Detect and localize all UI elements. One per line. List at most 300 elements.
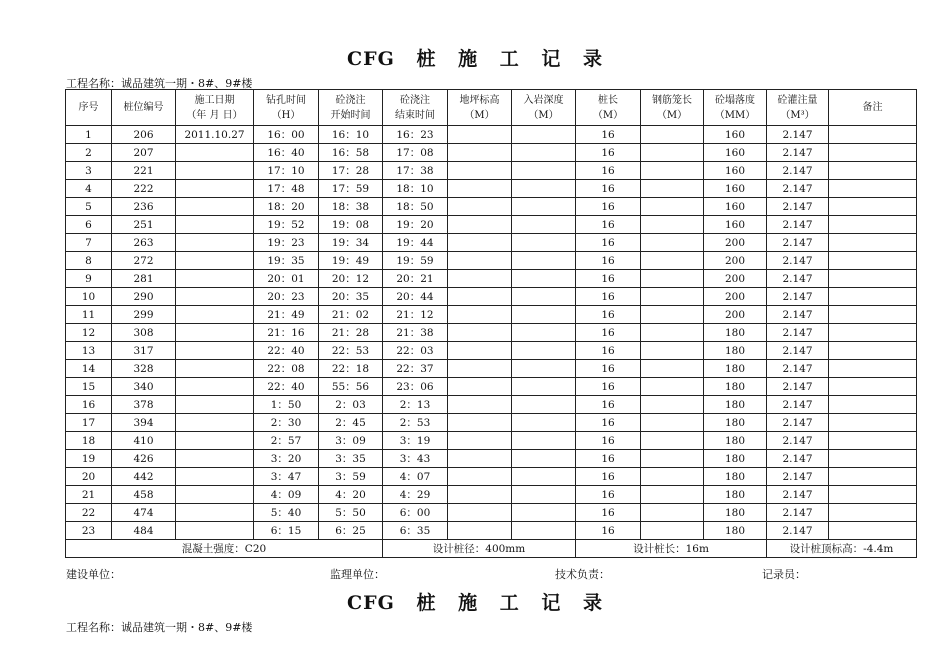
table-cell: 21：02 <box>319 306 383 324</box>
project-name-second: 工程名称：诚品建筑一期・8#、9#楼 <box>66 621 253 634</box>
table-row <box>66 144 917 162</box>
table-cell: 484 <box>112 522 176 540</box>
table-cell <box>641 252 704 270</box>
table-cell: 13 <box>66 342 112 360</box>
table-cell <box>641 288 704 306</box>
table-cell <box>641 270 704 288</box>
table-cell <box>448 468 512 486</box>
page-title-second: CFG 桩 施 工 记 录 <box>347 592 603 614</box>
construction-record-table <box>65 89 917 558</box>
table-cell <box>641 342 704 360</box>
table-cell <box>829 468 917 486</box>
table-cell: 180 <box>704 360 767 378</box>
table-cell: 221 <box>112 162 176 180</box>
table-cell: 180 <box>704 450 767 468</box>
table-cell <box>829 288 917 306</box>
table-row <box>66 486 917 504</box>
table-cell <box>641 234 704 252</box>
design-length: 设计桩长：16m <box>576 540 767 558</box>
column-header-unit: （年 月 日） <box>186 109 243 121</box>
table-cell <box>829 324 917 342</box>
table-cell: 22：53 <box>319 342 383 360</box>
table-cell <box>829 126 917 144</box>
table-cell: 3：43 <box>383 450 448 468</box>
builder-signature: 建设单位： <box>66 568 121 581</box>
table-cell: 160 <box>704 216 767 234</box>
table-cell <box>512 162 576 180</box>
table-cell: 3：19 <box>383 432 448 450</box>
table-cell: 22：08 <box>254 360 319 378</box>
table-cell <box>448 378 512 396</box>
table-cell: 16 <box>576 216 641 234</box>
table-cell <box>512 432 576 450</box>
table-cell: 206 <box>112 126 176 144</box>
table-cell: 10 <box>66 288 112 306</box>
table-cell <box>176 432 254 450</box>
table-row <box>66 162 917 180</box>
table-cell: 16 <box>576 414 641 432</box>
column-header <box>829 90 917 126</box>
table-cell: 20：35 <box>319 288 383 306</box>
table-row <box>66 504 917 522</box>
table-cell: 4：29 <box>383 486 448 504</box>
column-header <box>383 90 448 126</box>
table-cell: 410 <box>112 432 176 450</box>
table-cell <box>829 360 917 378</box>
supervisor-signature: 监理单位： <box>330 568 385 581</box>
table-cell: 16 <box>576 126 641 144</box>
table-cell: 16 <box>576 450 641 468</box>
table-cell: 3 <box>66 162 112 180</box>
column-header-label: 地坪标高 <box>459 94 500 106</box>
column-header-unit: （M） <box>656 109 688 121</box>
table-cell <box>641 504 704 522</box>
table-cell <box>176 234 254 252</box>
table-row <box>66 396 917 414</box>
table-cell: 16 <box>576 180 641 198</box>
table-cell <box>512 270 576 288</box>
table-cell <box>176 270 254 288</box>
table-cell <box>448 414 512 432</box>
table-header-row <box>66 90 917 126</box>
table-cell: 9 <box>66 270 112 288</box>
table-cell: 180 <box>704 486 767 504</box>
table-cell <box>448 162 512 180</box>
table-cell: 7 <box>66 234 112 252</box>
table-cell <box>176 450 254 468</box>
table-cell <box>641 144 704 162</box>
table-cell: 20：12 <box>319 270 383 288</box>
table-cell: 55：56 <box>319 378 383 396</box>
table-cell <box>176 468 254 486</box>
table-cell: 458 <box>112 486 176 504</box>
table-cell: 2.147 <box>767 216 829 234</box>
table-cell: 20 <box>66 468 112 486</box>
column-header <box>319 90 383 126</box>
table-cell: 160 <box>704 198 767 216</box>
table-cell: 19：52 <box>254 216 319 234</box>
table-cell: 2.147 <box>767 270 829 288</box>
table-cell <box>641 198 704 216</box>
table-cell <box>448 144 512 162</box>
design-top-elevation: 设计桩顶标高：-4.4m <box>767 540 917 558</box>
table-cell <box>512 414 576 432</box>
column-header <box>767 90 829 126</box>
column-header <box>576 90 641 126</box>
table-cell: 2：03 <box>319 396 383 414</box>
table-cell: 2.147 <box>767 450 829 468</box>
table-cell: 16 <box>576 198 641 216</box>
table-cell <box>829 306 917 324</box>
table-cell: 22：03 <box>383 342 448 360</box>
table-cell <box>512 378 576 396</box>
table-cell: 1：50 <box>254 396 319 414</box>
column-header <box>254 90 319 126</box>
column-header-label: 砼塌落度 <box>715 94 755 106</box>
table-cell <box>448 522 512 540</box>
table-cell: 2：30 <box>254 414 319 432</box>
table-cell <box>829 270 917 288</box>
table-cell <box>176 198 254 216</box>
table-cell: 16 <box>576 432 641 450</box>
column-header <box>176 90 254 126</box>
table-cell: 2.147 <box>767 414 829 432</box>
table-cell <box>448 396 512 414</box>
table-cell <box>448 342 512 360</box>
table-cell <box>641 432 704 450</box>
table-cell <box>512 180 576 198</box>
table-cell <box>512 126 576 144</box>
table-row <box>66 126 917 144</box>
table-cell: 160 <box>704 180 767 198</box>
table-cell: 18：50 <box>383 198 448 216</box>
table-cell: 17：59 <box>319 180 383 198</box>
table-cell: 328 <box>112 360 176 378</box>
table-cell <box>829 414 917 432</box>
table-cell: 21：49 <box>254 306 319 324</box>
table-cell <box>448 450 512 468</box>
column-header-unit: 开始时间 <box>330 109 371 121</box>
table-cell: 3：20 <box>254 450 319 468</box>
table-cell: 2.147 <box>767 486 829 504</box>
table-cell <box>448 504 512 522</box>
column-header-label: 入岩深度 <box>523 94 564 106</box>
table-cell: 22：40 <box>254 378 319 396</box>
table-cell: 2.147 <box>767 306 829 324</box>
table-cell: 180 <box>704 504 767 522</box>
table-cell: 308 <box>112 324 176 342</box>
table-cell: 2.147 <box>767 468 829 486</box>
table-cell <box>448 306 512 324</box>
table-cell <box>641 126 704 144</box>
table-cell: 16 <box>576 234 641 252</box>
table-cell <box>176 396 254 414</box>
table-cell: 442 <box>112 468 176 486</box>
table-cell: 2.147 <box>767 504 829 522</box>
table-row <box>66 252 917 270</box>
table-cell <box>176 522 254 540</box>
table-row <box>66 378 917 396</box>
table-cell <box>829 252 917 270</box>
table-cell: 22 <box>66 504 112 522</box>
table-cell <box>448 126 512 144</box>
table-cell: 236 <box>112 198 176 216</box>
table-cell: 16：58 <box>319 144 383 162</box>
table-cell: 16 <box>576 306 641 324</box>
table-cell: 5 <box>66 198 112 216</box>
column-header-label: 序号 <box>78 102 99 113</box>
concrete-strength: 混凝土强度：C20 <box>66 540 383 558</box>
table-cell <box>829 486 917 504</box>
table-cell: 14 <box>66 360 112 378</box>
project-name: 工程名称：诚品建筑一期・8#、9#楼 <box>66 77 253 90</box>
table-cell <box>512 198 576 216</box>
table-cell: 19：20 <box>383 216 448 234</box>
table-cell: 17：48 <box>254 180 319 198</box>
table-cell <box>829 342 917 360</box>
table-cell <box>641 180 704 198</box>
table-cell: 21：38 <box>383 324 448 342</box>
table-cell: 3：35 <box>319 450 383 468</box>
table-row <box>66 180 917 198</box>
table-cell: 21：16 <box>254 324 319 342</box>
table-cell: 4：09 <box>254 486 319 504</box>
table-cell: 200 <box>704 234 767 252</box>
table-cell <box>829 522 917 540</box>
table-cell <box>829 432 917 450</box>
table-cell: 2.147 <box>767 360 829 378</box>
table-cell: 2：13 <box>383 396 448 414</box>
table-cell <box>176 504 254 522</box>
table-cell: 16：23 <box>383 126 448 144</box>
table-row <box>66 234 917 252</box>
table-cell: 207 <box>112 144 176 162</box>
table-cell <box>448 180 512 198</box>
table-cell <box>448 270 512 288</box>
table-cell: 6：25 <box>319 522 383 540</box>
table-cell <box>176 180 254 198</box>
table-cell: 2.147 <box>767 396 829 414</box>
table-cell: 180 <box>704 324 767 342</box>
column-header <box>704 90 767 126</box>
table-cell: 272 <box>112 252 176 270</box>
table-cell: 2.147 <box>767 198 829 216</box>
table-cell <box>448 486 512 504</box>
table-cell: 17：28 <box>319 162 383 180</box>
table-cell: 2.147 <box>767 342 829 360</box>
table-cell: 180 <box>704 414 767 432</box>
table-cell: 180 <box>704 378 767 396</box>
table-cell: 16 <box>576 342 641 360</box>
table-cell <box>512 360 576 378</box>
table-cell: 160 <box>704 162 767 180</box>
table-cell <box>512 252 576 270</box>
table-row <box>66 522 917 540</box>
table-cell: 474 <box>112 504 176 522</box>
table-cell: 20：44 <box>383 288 448 306</box>
table-cell: 21：12 <box>383 306 448 324</box>
table-cell <box>448 234 512 252</box>
table-cell: 19：44 <box>383 234 448 252</box>
table-cell: 18：38 <box>319 198 383 216</box>
table-cell: 15 <box>66 378 112 396</box>
table-cell <box>448 360 512 378</box>
table-cell: 22：40 <box>254 342 319 360</box>
table-cell: 3：47 <box>254 468 319 486</box>
column-header-unit: （MM） <box>714 109 756 121</box>
table-cell: 16 <box>576 486 641 504</box>
column-header <box>112 90 176 126</box>
column-header-unit: （M） <box>528 109 559 121</box>
table-cell: 19：35 <box>254 252 319 270</box>
table-cell: 17：10 <box>254 162 319 180</box>
table-cell: 18 <box>66 432 112 450</box>
tech-lead-signature: 技术负责： <box>555 568 610 581</box>
table-cell <box>641 522 704 540</box>
table-row <box>66 360 917 378</box>
table-cell <box>641 468 704 486</box>
table-cell: 6 <box>66 216 112 234</box>
table-cell: 180 <box>704 432 767 450</box>
table-cell <box>829 396 917 414</box>
column-header-label: 桩长 <box>598 94 618 106</box>
column-header-unit: （M） <box>592 109 624 121</box>
table-cell: 17 <box>66 414 112 432</box>
table-cell: 180 <box>704 396 767 414</box>
table-cell: 1 <box>66 126 112 144</box>
table-cell: 2：53 <box>383 414 448 432</box>
table-cell: 20：21 <box>383 270 448 288</box>
table-cell <box>448 252 512 270</box>
table-cell: 222 <box>112 180 176 198</box>
table-cell: 16 <box>576 324 641 342</box>
table-cell: 16：10 <box>319 126 383 144</box>
table-cell: 281 <box>112 270 176 288</box>
table-cell <box>829 162 917 180</box>
column-header-unit: 结束时间 <box>395 109 435 121</box>
table-cell: 394 <box>112 414 176 432</box>
column-header-label: 砼灌注量 <box>777 94 818 106</box>
table-cell: 200 <box>704 252 767 270</box>
table-cell <box>176 252 254 270</box>
table-cell: 22：37 <box>383 360 448 378</box>
table-cell <box>641 450 704 468</box>
table-cell: 16 <box>576 252 641 270</box>
table-cell <box>176 216 254 234</box>
table-cell <box>512 288 576 306</box>
table-cell <box>448 324 512 342</box>
table-cell: 16 <box>576 504 641 522</box>
table-cell <box>829 180 917 198</box>
table-cell <box>512 324 576 342</box>
column-header-label: 钻孔时间 <box>266 94 306 106</box>
table-cell: 426 <box>112 450 176 468</box>
table-cell <box>829 378 917 396</box>
table-cell: 16 <box>576 144 641 162</box>
table-cell <box>641 306 704 324</box>
table-cell <box>176 144 254 162</box>
table-cell <box>176 342 254 360</box>
table-cell: 23 <box>66 522 112 540</box>
table-cell: 200 <box>704 270 767 288</box>
table-cell: 3：09 <box>319 432 383 450</box>
table-cell: 19：23 <box>254 234 319 252</box>
table-cell: 18：20 <box>254 198 319 216</box>
table-cell <box>512 216 576 234</box>
column-header-label: 备注 <box>862 102 883 113</box>
table-cell: 19 <box>66 450 112 468</box>
table-cell: 19：08 <box>319 216 383 234</box>
table-cell <box>512 234 576 252</box>
column-header-label: 施工日期 <box>194 94 235 106</box>
table-row <box>66 342 917 360</box>
table-cell: 299 <box>112 306 176 324</box>
table-cell: 6：35 <box>383 522 448 540</box>
table-cell: 4：07 <box>383 468 448 486</box>
table-cell: 6：15 <box>254 522 319 540</box>
table-cell <box>448 198 512 216</box>
table-cell: 2.147 <box>767 432 829 450</box>
table-cell: 20：23 <box>254 288 319 306</box>
table-cell <box>512 486 576 504</box>
table-cell: 20：01 <box>254 270 319 288</box>
table-cell: 17：38 <box>383 162 448 180</box>
table-cell: 2.147 <box>767 288 829 306</box>
table-cell <box>641 414 704 432</box>
table-cell <box>829 234 917 252</box>
table-cell: 16：00 <box>254 126 319 144</box>
table-cell <box>176 306 254 324</box>
column-header <box>66 90 112 126</box>
table-cell <box>512 504 576 522</box>
table-cell: 251 <box>112 216 176 234</box>
table-cell: 317 <box>112 342 176 360</box>
table-row <box>66 270 917 288</box>
table-cell: 21：28 <box>319 324 383 342</box>
table-cell: 3：59 <box>319 468 383 486</box>
table-cell: 17：08 <box>383 144 448 162</box>
table-cell: 16 <box>576 360 641 378</box>
table-cell <box>512 144 576 162</box>
table-cell <box>512 450 576 468</box>
table-cell: 340 <box>112 378 176 396</box>
table-cell: 2 <box>66 144 112 162</box>
table-cell: 2.147 <box>767 522 829 540</box>
table-cell: 16 <box>576 378 641 396</box>
column-header-unit: （M³） <box>780 109 815 121</box>
table-cell: 16 <box>576 468 641 486</box>
table-cell <box>176 288 254 306</box>
table-cell: 16 <box>576 270 641 288</box>
column-header-label: 钢筋笼长 <box>652 94 692 106</box>
table-cell <box>829 198 917 216</box>
table-cell: 11 <box>66 306 112 324</box>
table-row <box>66 414 917 432</box>
table-cell: 2.147 <box>767 234 829 252</box>
table-cell: 19：59 <box>383 252 448 270</box>
table-cell <box>512 396 576 414</box>
column-header-unit: （H） <box>271 109 301 121</box>
table-cell: 2011.10.27 <box>176 126 254 144</box>
table-cell <box>176 162 254 180</box>
table-cell: 263 <box>112 234 176 252</box>
column-header-label: 桩位编号 <box>123 102 164 113</box>
table-cell <box>641 324 704 342</box>
table-cell: 21 <box>66 486 112 504</box>
table-cell <box>448 216 512 234</box>
table-cell <box>641 360 704 378</box>
table-cell: 16 <box>576 162 641 180</box>
